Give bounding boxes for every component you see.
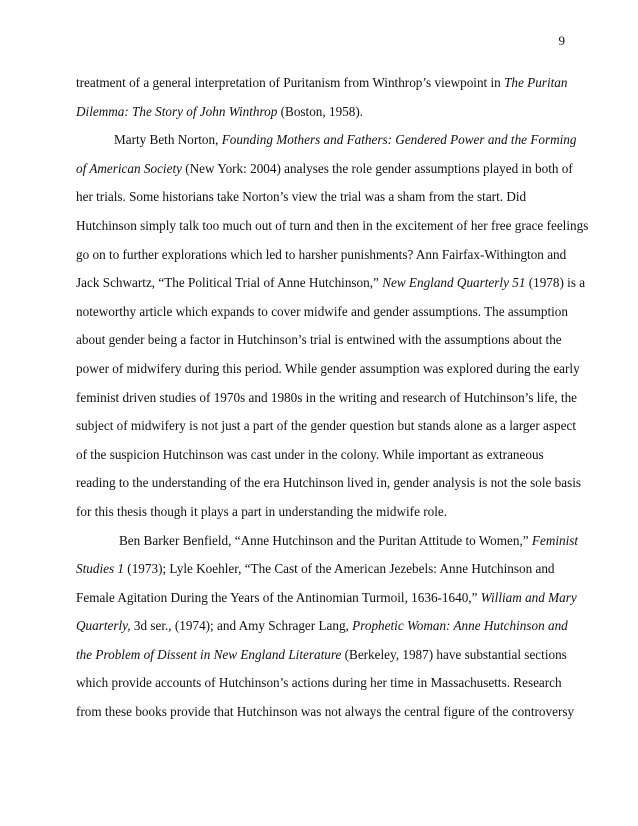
text-line [76,527,579,556]
text-run: from these books provide that Hutchinson was not always the central figure of the controversy [76,704,575,720]
text-line [76,469,582,498]
text-line [76,441,570,470]
text-line [76,698,575,727]
text-run: her trials. Some historians take Norton’s view the trial was a sham from the start. Did [76,189,527,205]
italic-title: Founding Mothers and Fathers: Gendered Power and the Forming [221,132,577,148]
text-line [76,98,570,127]
text-run: (1973); Lyle Koehler, “The Cast of the American Jezebels: Anne Hutchinson and [124,561,555,577]
text-run: (Berkeley, 1987) have substantial sections [341,646,567,662]
text-run: subject of midwifery is not just a part of the gender question but stands alone as a larger aspect [76,418,577,434]
text-run: Marty Beth Norton, [114,132,222,148]
text-line [76,241,570,270]
italic-title: Feminist [531,532,579,548]
text-run: Jack Schwartz, “The Political Trial of Anne Hutchinson,” [76,275,383,291]
text-line [76,584,577,613]
text-line [76,298,570,327]
text-run: reading to the understanding of the era Hutchinson lived in, gender analysis is not the sole basis [76,475,582,491]
text-run: 3d ser., (1974); and Amy Schrager Lang, [130,618,353,634]
text-run: Female Agitation During the Years of the Antinomian Turmoil, 1636-1640,” [76,589,481,605]
text-run: (1978) is a [525,275,586,291]
text-run: go on to further explorations which led to harsher punishments? Ann Fairfax-Withington and [76,246,567,262]
text-line [76,555,570,584]
text-run: power of midwifery during this period. While gender assumption was explored during the early [76,360,580,376]
text-line [76,669,570,698]
italic-title: the Problem of Dissent in New England Literature [76,646,342,662]
text-run: Ben Barker Benfield, “Anne Hutchinson and the Puritan Attitude to Women,” [119,532,532,548]
text-line [76,126,577,155]
text-line [76,355,580,384]
italic-title: William and Mary [480,589,577,605]
text-line [76,155,573,184]
text-run: treatment of a general interpretation of Puritanism from Winthrop’s viewpoint in [76,75,505,90]
body-text [76,69,589,727]
text-line [76,183,570,212]
text-run: which provide accounts of Hutchinson’s actions during her time in Massachusetts. Research [76,675,562,691]
italic-title: New England Quarterly 51 [382,275,526,291]
italic-title: Prophetic Woman: Anne Hutchinson and [352,618,568,634]
text-line [76,498,570,527]
italic-title: of American Society [76,160,182,176]
text-run: feminist driven studies of 1970s and 1980s in the writing and research of Hutchinson’s life, the [76,389,578,405]
text-line [76,612,570,641]
italic-title: Dilemma: The Story of John Winthrop [76,103,278,119]
text-line [76,212,589,241]
text-line [76,641,570,670]
page-number: 9 [558,33,565,48]
text-line [76,412,577,441]
text-line [76,69,570,98]
text-line [76,269,586,298]
text-line [76,384,578,413]
italic-title: Studies 1 [76,561,124,577]
text-run: noteworthy article which expands to cover midwife and gender assumptions. The assumption [76,303,568,319]
italic-title: Quarterly, [76,618,131,634]
text-run: about gender being a factor in Hutchinson’s trial is entwined with the assumptions about the [76,332,562,348]
text-line [76,326,570,355]
text-run: Hutchinson simply talk too much out of turn and then in the excitement of her free grace feelings [76,217,589,233]
text-run: (New York: 2004) analyses the role gender assumptions played in both of [181,160,573,176]
italic-title: The Puritan [504,75,568,90]
text-run: for this thesis though it plays a part in understanding the midwife role. [76,503,448,519]
text-run: of the suspicion Hutchinson was cast under in the colony. While important as extraneous [76,446,544,462]
text-run: (Boston, 1958). [277,103,364,119]
